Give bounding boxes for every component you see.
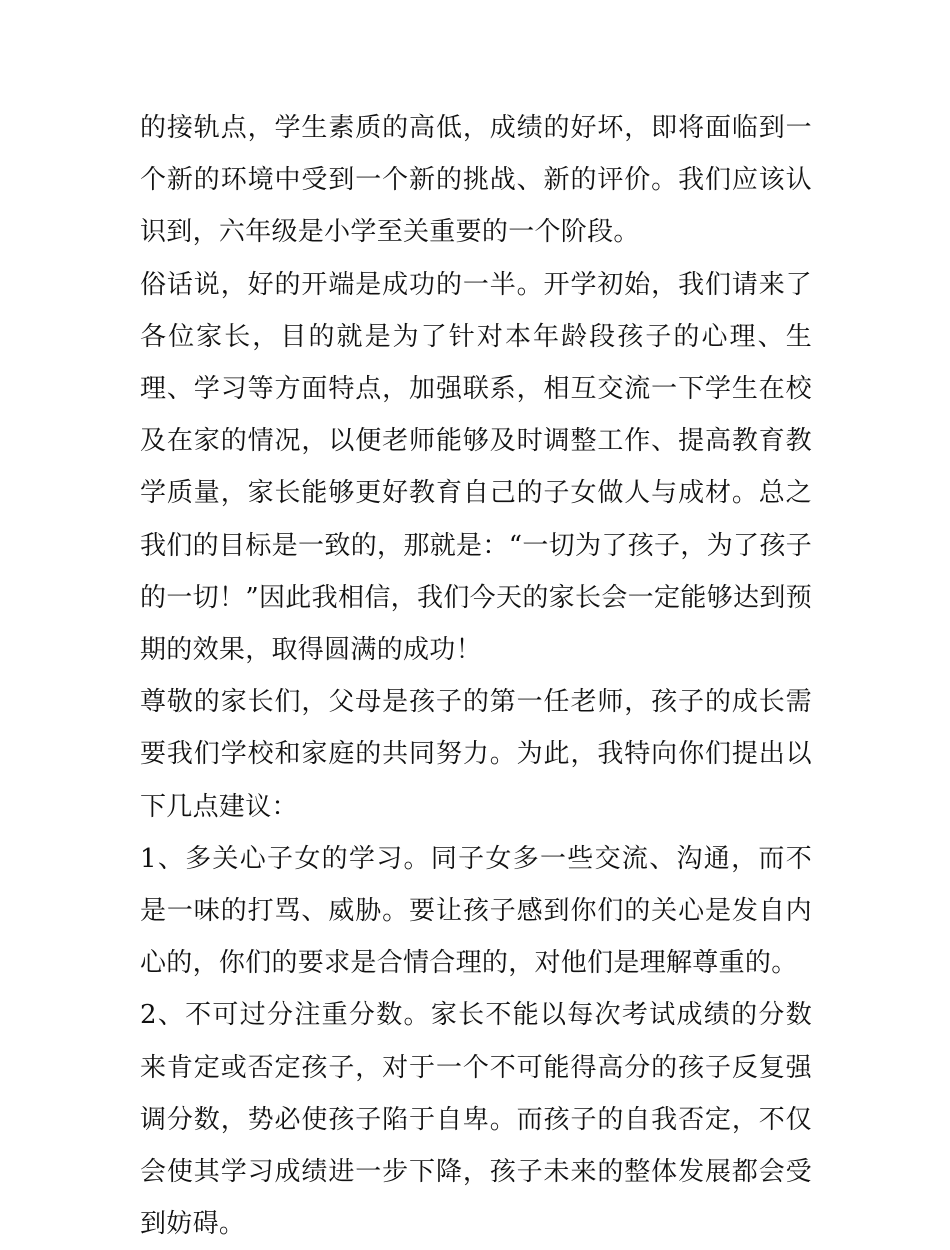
paragraph-transition: 的接轨点，学生素质的高低，成绩的好坏，即将面临到一个新的环境中受到一个新的挑战、新的评价。我们应该认识到，六年级是小学至关重要的一个阶段。 (140, 113, 812, 248)
paragraph-address-parents: 尊敬的家长们，父母是孩子的第一任老师，孩子的成长需要我们学校和家庭的共同努力。为此，我特向你们提出以下几点建议： (140, 687, 812, 822)
paragraph-suggestion-1: 1、多关心子女的学习。同子女多一些交流、沟通，而不是一味的打骂、威胁。要让孩子感到你们的关心是发自内心的，你们的要求是合情合理的，对他们是理解尊重的。 (140, 843, 812, 979)
document-body (140, 102, 812, 1250)
paragraph-good-start: 俗话说，好的开端是成功的一半。开学初始，我们请来了各位家长，目的就是为了针对本年龄段孩子的心理、生理、学习等方面特点，加强联系，相互交流一下学生在校及在家的情况，以便老师能够及时调整工作、提高教育教学质量，家长能够更好教育自己的子女做人与成材。总之我们的目标是一致的，那就是：“一切为了孩子，为了孩子的一切！”因此我相信，我们今天的家长会一定能够达到预期的效果，取得圆满的成功！ (140, 269, 812, 666)
paragraph-suggestion-2: 2、不可过分注重分数。家长不能以每次考试成绩的分数来肯定或否定孩子，对于一个不可能得高分的孩子反复强调分数，势必使孩子陷于自卑。而孩子的自我否定，不仅会使其学习成绩进一步下降，孩子未来的整体发展都会受到妨碍。 (140, 1000, 812, 1240)
